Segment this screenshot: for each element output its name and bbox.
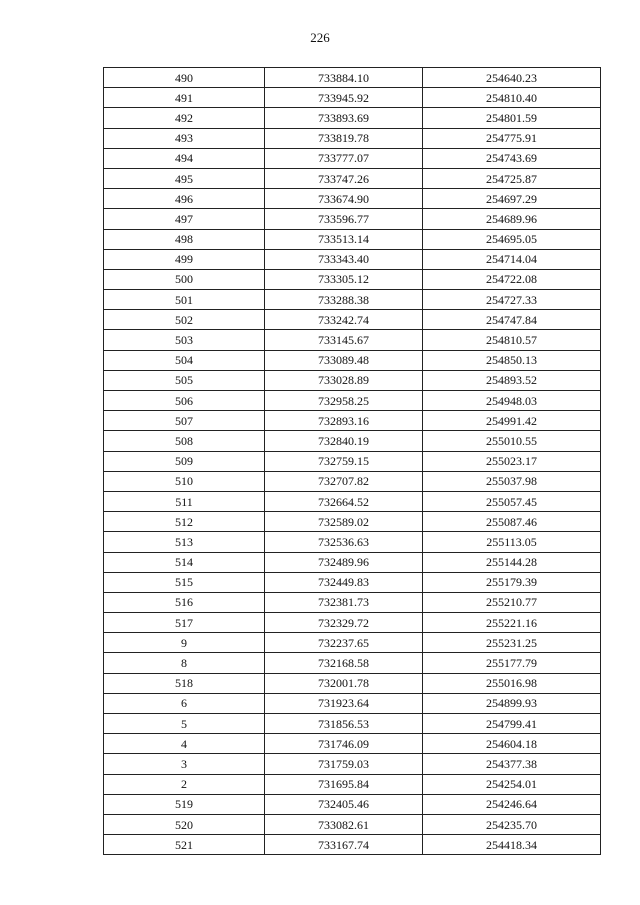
x-coordinate-cell: 732707.82: [265, 471, 423, 491]
y-coordinate-cell: 255016.98: [423, 673, 601, 693]
x-coordinate-cell: 733747.26: [265, 168, 423, 188]
x-coordinate-cell: 732840.19: [265, 431, 423, 451]
point-number-cell: 507: [104, 411, 265, 431]
y-coordinate-cell: 255177.79: [423, 653, 601, 673]
y-coordinate-cell: 255023.17: [423, 451, 601, 471]
point-number-cell: 496: [104, 189, 265, 209]
x-coordinate-cell: 733028.89: [265, 370, 423, 390]
table-row: [104, 229, 601, 249]
x-coordinate-cell: 732405.46: [265, 794, 423, 814]
table-row: [104, 572, 601, 592]
table-row: [104, 633, 601, 653]
table-row: [104, 370, 601, 390]
table-row: [104, 532, 601, 552]
point-number-cell: 520: [104, 814, 265, 834]
y-coordinate-cell: 254640.23: [423, 68, 601, 88]
table-row: [104, 491, 601, 511]
point-number-cell: 518: [104, 673, 265, 693]
table-row: [104, 209, 601, 229]
x-coordinate-cell: 733884.10: [265, 68, 423, 88]
y-coordinate-cell: 255037.98: [423, 471, 601, 491]
y-coordinate-cell: 255221.16: [423, 613, 601, 633]
y-coordinate-cell: 254604.18: [423, 734, 601, 754]
table-row: [104, 673, 601, 693]
table-row: [104, 330, 601, 350]
x-coordinate-cell: 733343.40: [265, 249, 423, 269]
table-row: [104, 754, 601, 774]
point-number-cell: 519: [104, 794, 265, 814]
x-coordinate-cell: 732381.73: [265, 592, 423, 612]
point-number-cell: 6: [104, 693, 265, 713]
y-coordinate-cell: 254893.52: [423, 370, 601, 390]
table-row: [104, 391, 601, 411]
x-coordinate-cell: 731923.64: [265, 693, 423, 713]
point-number-cell: 497: [104, 209, 265, 229]
y-coordinate-cell: 254727.33: [423, 290, 601, 310]
y-coordinate-cell: 255087.46: [423, 512, 601, 532]
table-row: [104, 431, 601, 451]
x-coordinate-cell: 733145.67: [265, 330, 423, 350]
table-row: [104, 411, 601, 431]
coordinates-table: [103, 67, 601, 855]
table-row: [104, 148, 601, 168]
x-coordinate-cell: 733674.90: [265, 189, 423, 209]
table-row: [104, 128, 601, 148]
x-coordinate-cell: 733288.38: [265, 290, 423, 310]
y-coordinate-cell: 255144.28: [423, 552, 601, 572]
point-number-cell: 506: [104, 391, 265, 411]
point-number-cell: 521: [104, 835, 265, 855]
y-coordinate-cell: 255113.05: [423, 532, 601, 552]
y-coordinate-cell: 254689.96: [423, 209, 601, 229]
y-coordinate-cell: 254246.64: [423, 794, 601, 814]
point-number-cell: 504: [104, 350, 265, 370]
point-number-cell: 499: [104, 249, 265, 269]
point-number-cell: 517: [104, 613, 265, 633]
y-coordinate-cell: 254810.57: [423, 330, 601, 350]
table-row: [104, 189, 601, 209]
point-number-cell: 516: [104, 592, 265, 612]
x-coordinate-cell: 732168.58: [265, 653, 423, 673]
table-row: [104, 693, 601, 713]
table-row: [104, 451, 601, 471]
x-coordinate-cell: 733305.12: [265, 269, 423, 289]
x-coordinate-cell: 731695.84: [265, 774, 423, 794]
table-row: [104, 269, 601, 289]
page-number: 226: [310, 30, 330, 45]
point-number-cell: 4: [104, 734, 265, 754]
y-coordinate-cell: 254697.29: [423, 189, 601, 209]
point-number-cell: 505: [104, 370, 265, 390]
point-number-cell: 503: [104, 330, 265, 350]
table-row: [104, 68, 601, 88]
y-coordinate-cell: 254747.84: [423, 310, 601, 330]
point-number-cell: 491: [104, 88, 265, 108]
table-row: [104, 88, 601, 108]
y-coordinate-cell: 254235.70: [423, 814, 601, 834]
x-coordinate-cell: 733089.48: [265, 350, 423, 370]
point-number-cell: 2: [104, 774, 265, 794]
point-number-cell: 511: [104, 491, 265, 511]
table-row: [104, 734, 601, 754]
y-coordinate-cell: 254714.04: [423, 249, 601, 269]
x-coordinate-cell: 733945.92: [265, 88, 423, 108]
table-row: [104, 512, 601, 532]
y-coordinate-cell: 254695.05: [423, 229, 601, 249]
y-coordinate-cell: 254743.69: [423, 148, 601, 168]
point-number-cell: 514: [104, 552, 265, 572]
table-row: [104, 471, 601, 491]
point-number-cell: 501: [104, 290, 265, 310]
x-coordinate-cell: 732958.25: [265, 391, 423, 411]
table-row: [104, 613, 601, 633]
x-coordinate-cell: 733596.77: [265, 209, 423, 229]
point-number-cell: 8: [104, 653, 265, 673]
x-coordinate-cell: 733777.07: [265, 148, 423, 168]
y-coordinate-cell: 254810.40: [423, 88, 601, 108]
y-coordinate-cell: 254254.01: [423, 774, 601, 794]
x-coordinate-cell: 732237.65: [265, 633, 423, 653]
point-number-cell: 492: [104, 108, 265, 128]
y-coordinate-cell: 254775.91: [423, 128, 601, 148]
point-number-cell: 5: [104, 714, 265, 734]
x-coordinate-cell: 732489.96: [265, 552, 423, 572]
y-coordinate-cell: 254850.13: [423, 350, 601, 370]
x-coordinate-cell: 732001.78: [265, 673, 423, 693]
y-coordinate-cell: 254725.87: [423, 168, 601, 188]
x-coordinate-cell: 733242.74: [265, 310, 423, 330]
point-number-cell: 502: [104, 310, 265, 330]
x-coordinate-cell: 731856.53: [265, 714, 423, 734]
x-coordinate-cell: 733513.14: [265, 229, 423, 249]
y-coordinate-cell: 255057.45: [423, 491, 601, 511]
point-number-cell: 3: [104, 754, 265, 774]
y-coordinate-cell: 254799.41: [423, 714, 601, 734]
coordinates-table-body: [104, 68, 601, 855]
point-number-cell: 493: [104, 128, 265, 148]
x-coordinate-cell: 733819.78: [265, 128, 423, 148]
table-row: [104, 249, 601, 269]
x-coordinate-cell: 732589.02: [265, 512, 423, 532]
point-number-cell: 508: [104, 431, 265, 451]
x-coordinate-cell: 732893.16: [265, 411, 423, 431]
point-number-cell: 498: [104, 229, 265, 249]
y-coordinate-cell: 255179.39: [423, 572, 601, 592]
table-row: [104, 310, 601, 330]
point-number-cell: 509: [104, 451, 265, 471]
table-row: [104, 714, 601, 734]
table-row: [104, 552, 601, 572]
point-number-cell: 494: [104, 148, 265, 168]
y-coordinate-cell: 254991.42: [423, 411, 601, 431]
y-coordinate-cell: 255210.77: [423, 592, 601, 612]
table-row: [104, 774, 601, 794]
table-row: [104, 108, 601, 128]
x-coordinate-cell: 732664.52: [265, 491, 423, 511]
y-coordinate-cell: 254899.93: [423, 693, 601, 713]
table-row: [104, 653, 601, 673]
y-coordinate-cell: 254722.08: [423, 269, 601, 289]
y-coordinate-cell: 254418.34: [423, 835, 601, 855]
point-number-cell: 495: [104, 168, 265, 188]
x-coordinate-cell: 733167.74: [265, 835, 423, 855]
y-coordinate-cell: 255010.55: [423, 431, 601, 451]
table-row: [104, 592, 601, 612]
point-number-cell: 513: [104, 532, 265, 552]
x-coordinate-cell: 731746.09: [265, 734, 423, 754]
x-coordinate-cell: 732329.72: [265, 613, 423, 633]
table-row: [104, 290, 601, 310]
x-coordinate-cell: 731759.03: [265, 754, 423, 774]
y-coordinate-cell: 255231.25: [423, 633, 601, 653]
point-number-cell: 510: [104, 471, 265, 491]
x-coordinate-cell: 732536.63: [265, 532, 423, 552]
point-number-cell: 512: [104, 512, 265, 532]
table-row: [104, 814, 601, 834]
point-number-cell: 500: [104, 269, 265, 289]
y-coordinate-cell: 254801.59: [423, 108, 601, 128]
table-row: [104, 350, 601, 370]
y-coordinate-cell: 254377.38: [423, 754, 601, 774]
table-row: [104, 794, 601, 814]
table-row: [104, 835, 601, 855]
x-coordinate-cell: 733893.69: [265, 108, 423, 128]
x-coordinate-cell: 732759.15: [265, 451, 423, 471]
point-number-cell: 9: [104, 633, 265, 653]
x-coordinate-cell: 732449.83: [265, 572, 423, 592]
y-coordinate-cell: 254948.03: [423, 391, 601, 411]
table-row: [104, 168, 601, 188]
point-number-cell: 490: [104, 68, 265, 88]
x-coordinate-cell: 733082.61: [265, 814, 423, 834]
point-number-cell: 515: [104, 572, 265, 592]
